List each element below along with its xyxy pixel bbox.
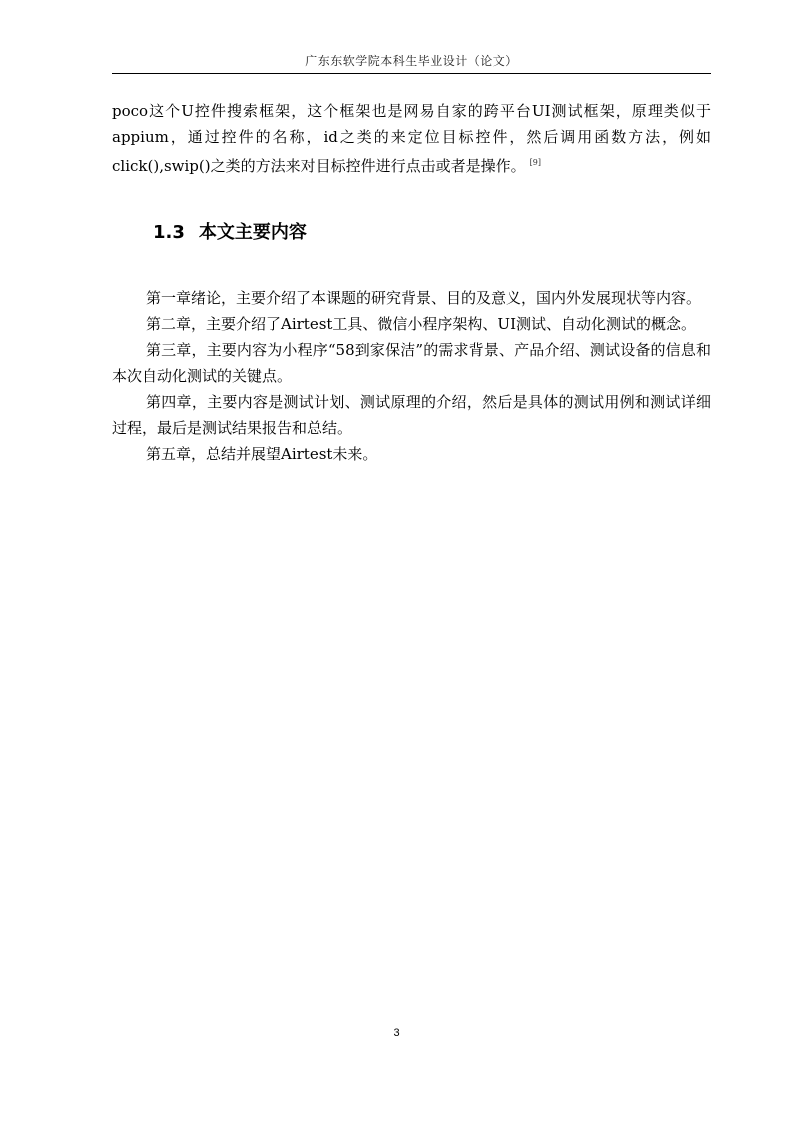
section-number: 1.3 <box>153 222 185 243</box>
section-heading <box>153 220 307 246</box>
chapter-summary-5: 第五章，总结并展望Airtest未来。 <box>146 445 378 463</box>
page-header: 广东东软学院本科生毕业设计（论文） <box>305 54 518 68</box>
header-divider <box>112 73 711 74</box>
chapter-summary-2: 第二章，主要介绍了Airtest工具、微信小程序架构、UI测试、自动化测试的概念。 <box>146 315 697 333</box>
section-title: 本文主要内容 <box>198 222 307 243</box>
chapter-summary-3: 第三章，主要内容为小程序“58到家保洁”的需求背景、产品介绍、测试设备的信息和本次自动化测试的关键点。 <box>112 341 711 385</box>
citation-marker: [9] <box>529 158 541 167</box>
chapter-summary-list <box>112 285 711 467</box>
chapter-summary-1: 第一章绪论，主要介绍了本课题的研究背景、目的及意义，国内外发展现状等内容。 <box>146 289 702 307</box>
intro-paragraph <box>112 98 711 179</box>
page-number: 3 <box>393 1027 400 1039</box>
intro-paragraph-text: poco这个U控件搜索框架，这个框架也是网易自家的跨平台UI测试框架，原理类似于appium，通过控件的名称，id之类的来定位目标控件，然后调用函数方法，例如click(),swip()之类的方法来对目标控件进行点击或者是操作。 <box>112 102 711 175</box>
chapter-summary-4: 第四章，主要内容是测试计划、测试原理的介绍，然后是具体的测试用例和测试详细过程，最后是测试结果报告和总结。 <box>112 393 711 437</box>
